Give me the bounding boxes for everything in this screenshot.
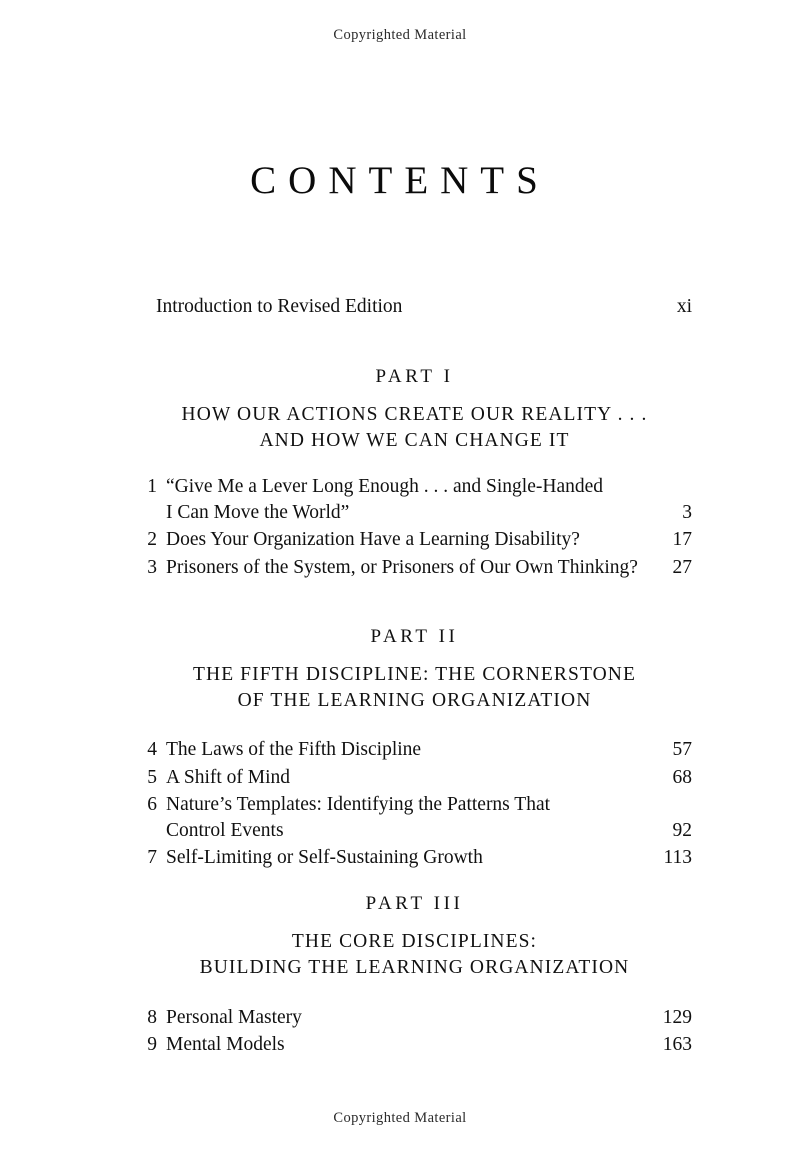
chapter-title-line: Control Events — [166, 819, 284, 841]
chapter-title — [166, 845, 648, 871]
toc-chapter-row — [137, 555, 692, 581]
chapter-list — [137, 474, 692, 580]
chapter-page: 113 — [663, 847, 692, 868]
chapter-title — [166, 1005, 648, 1031]
chapter-number: 6 — [147, 794, 157, 815]
part-label: PART III — [365, 892, 464, 914]
toc-chapter-row — [137, 527, 692, 553]
toc-chapter-row — [137, 765, 692, 791]
part-subtitle — [159, 662, 670, 714]
chapter-page: 27 — [672, 556, 692, 578]
chapter-title-line: Prisoners of the System, or Prisoners of Our Own Thinking? — [166, 556, 638, 578]
part-subtitle-line: AND HOW WE CAN CHANGE IT — [259, 430, 570, 451]
part-subtitle-line: BUILDING THE LEARNING ORGANIZATION — [199, 956, 630, 978]
toc-entry-title: Introduction to Revised Edition — [156, 296, 403, 317]
copyright-watermark-bottom: Copyrighted Material — [333, 1110, 467, 1126]
chapter-number: 4 — [147, 739, 157, 760]
chapter-number: 3 — [147, 556, 157, 578]
chapter-page: 17 — [672, 529, 692, 550]
toc-part-3 — [137, 893, 692, 1058]
chapter-title-line: Self-Limiting or Self-Sustaining Growth — [166, 847, 483, 868]
part-subtitle — [159, 402, 670, 454]
chapter-title-line: Does Your Organization Have a Learning Disability? — [166, 529, 580, 550]
chapter-page: 129 — [662, 1006, 692, 1028]
chapter-page: 68 — [672, 766, 692, 788]
toc-chapter-row — [137, 1032, 692, 1058]
copyright-watermark-top: Copyrighted Material — [333, 27, 467, 43]
chapter-number: 5 — [147, 766, 157, 788]
part-label: PART I — [375, 366, 454, 387]
chapter-number: 7 — [147, 847, 157, 868]
chapter-title-line: “Give Me a Lever Long Enough . . . and Single-Handed — [166, 476, 603, 497]
chapter-number: 2 — [147, 529, 157, 550]
toc-part-1 — [137, 366, 692, 580]
chapter-title-line: Personal Mastery — [166, 1006, 302, 1028]
toc-front-matter-row — [137, 296, 692, 318]
toc-chapter-row — [137, 792, 692, 843]
toc-entry-page: xi — [676, 296, 692, 317]
part-subtitle-line: OF THE LEARNING ORGANIZATION — [237, 690, 592, 711]
toc-part-2 — [137, 626, 692, 871]
chapter-title-line: Mental Models — [166, 1034, 285, 1055]
chapter-title — [166, 792, 648, 843]
part-subtitle-line: THE CORE DISCIPLINES: — [291, 930, 538, 952]
table-of-contents — [137, 296, 692, 1060]
chapter-page: 163 — [662, 1034, 692, 1055]
chapter-number: 1 — [147, 476, 157, 497]
chapter-number: 9 — [147, 1034, 157, 1055]
chapter-title — [166, 1032, 648, 1058]
part-subtitle-line: THE FIFTH DISCIPLINE: THE CORNERSTONE — [193, 664, 636, 685]
part-subtitle-line: HOW OUR ACTIONS CREATE OUR REALITY . . . — [181, 404, 648, 425]
chapter-title — [166, 527, 648, 553]
chapter-page: 3 — [682, 501, 692, 523]
chapter-title — [166, 765, 648, 791]
chapter-title — [166, 737, 648, 763]
chapter-title — [166, 555, 648, 581]
chapter-title-line: A Shift of Mind — [166, 766, 291, 788]
chapter-title-line: The Laws of the Fifth Discipline — [166, 739, 422, 760]
chapter-number: 8 — [147, 1006, 157, 1028]
toc-chapter-row — [137, 474, 692, 525]
chapter-title-line: Nature’s Templates: Identifying the Patterns That — [166, 794, 551, 815]
toc-chapter-row — [137, 737, 692, 763]
chapter-list — [137, 1005, 692, 1058]
page-title: CONTENTS — [250, 159, 550, 202]
part-label: PART II — [370, 626, 459, 647]
toc-chapter-row — [137, 845, 692, 871]
chapter-list — [137, 737, 692, 871]
chapter-title-line: I Can Move the World” — [166, 501, 350, 523]
chapter-title — [166, 474, 648, 525]
toc-chapter-row — [137, 1005, 692, 1031]
part-subtitle — [159, 929, 670, 981]
chapter-page: 92 — [672, 819, 692, 841]
chapter-page: 57 — [672, 739, 692, 760]
